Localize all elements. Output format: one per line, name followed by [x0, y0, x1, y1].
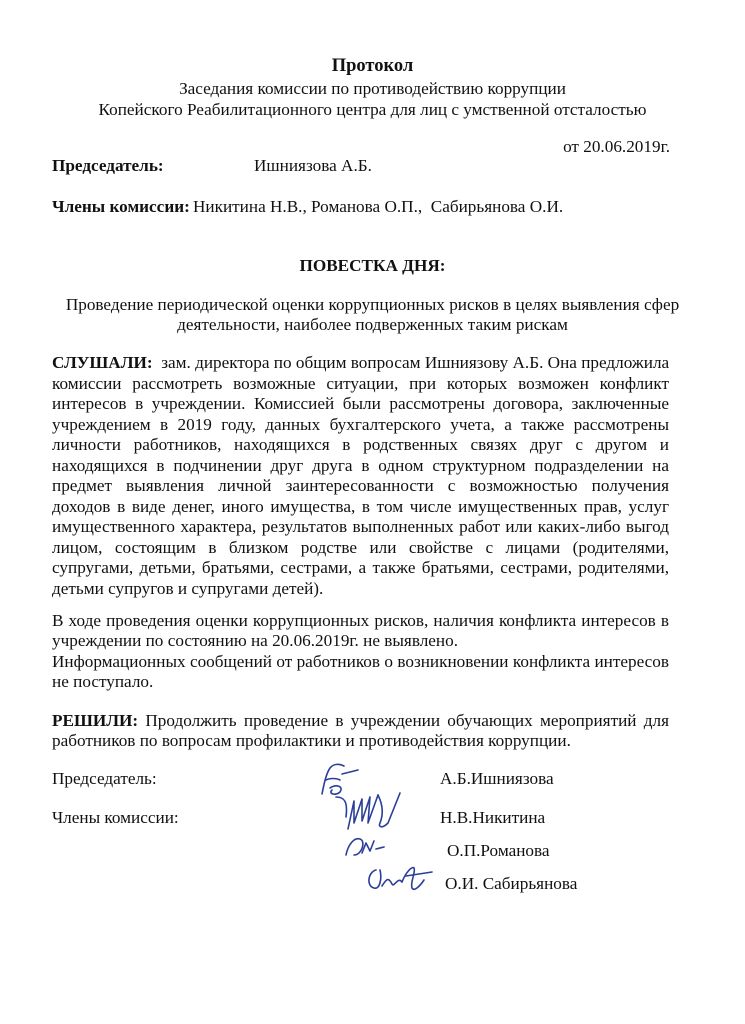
signature-members-label: Члены комиссии:	[52, 808, 179, 827]
heard-line: интересов в учреждении. Комиссией были рассмотрены договора, заключенные	[52, 394, 669, 413]
document-subtitle-1: Заседания комиссии по противодействию коррупции	[179, 79, 566, 98]
agenda-line-2: деятельности, наиболее подверженных таким рискам	[177, 315, 568, 334]
handwritten-signature-member-2	[340, 825, 400, 865]
chair-name: Ишниязова А.Б.	[254, 156, 372, 175]
decided-text: Продолжить проведение в учреждении обучающих мероприятий для	[138, 711, 669, 730]
heard-line: детьми супругов и супругами детей).	[52, 579, 324, 598]
handwritten-signature-member-3	[362, 858, 442, 898]
signature-name-1: А.Б.Ишниязова	[440, 769, 554, 788]
findings-line: В ходе проведения оценки коррупционных рисков, наличия конфликта интересов в	[52, 611, 669, 630]
handwritten-signature-chair	[310, 760, 370, 800]
decided-line: работников по вопросам профилактики и противодействия коррупции.	[52, 731, 571, 750]
agenda-heading: ПОВЕСТКА ДНЯ:	[299, 256, 446, 275]
members-label: Члены комиссии:	[52, 197, 190, 216]
chair-label: Председатель:	[52, 156, 164, 175]
heard-text: зам. директора по общим вопросам Ишниязову А.Б. Она предложила	[152, 353, 670, 372]
heard-line: находящихся в подчинении друг друга в одном структурном подразделении на	[52, 456, 669, 475]
agenda-line-1: Проведение периодической оценки коррупционных рисков в целях выявления сфер	[65, 295, 680, 314]
findings-line: Информационных сообщений от работников о возникновении конфликта интересов	[52, 652, 669, 671]
heard-line: супругами, детьми, братьями, сестрами, а также братьями, сестрами, родителями,	[52, 558, 669, 577]
heard-line	[52, 352, 669, 373]
heard-line: комиссии рассмотреть возможные ситуации, при которых возможен конфликт	[52, 374, 669, 393]
signature-name-3: О.П.Романова	[447, 841, 550, 860]
heard-line: доходов в виде денег, иного имущества, в том числе имущественных прав, услуг	[52, 497, 669, 516]
document-date: от 20.06.2019г.	[563, 137, 670, 156]
signature-chair-label: Председатель:	[52, 769, 157, 788]
heard-line: лицом, состоящим в близком родстве или свойстве с лицами (родителями,	[52, 538, 669, 557]
heard-line: личности работников, находящихся в родственных связях друг с другом и	[52, 435, 669, 454]
findings-line: учреждении по состоянию на 20.06.2019г. не выявлено.	[52, 631, 459, 650]
heard-line: имущественного характера, результатов выполненных работ или каких-либо выгод	[52, 517, 669, 536]
document-title: Протокол	[331, 56, 414, 76]
decided-line	[52, 710, 669, 731]
decided-label: РЕШИЛИ:	[52, 711, 139, 730]
handwritten-signature-member-1	[330, 787, 410, 835]
heard-label: СЛУШАЛИ:	[52, 353, 153, 372]
heard-line: предмет выявления личной заинтересованности с возможностью получения	[52, 476, 669, 495]
signature-name-4: О.И. Сабирьянова	[445, 874, 578, 893]
findings-line: не поступало.	[52, 672, 154, 691]
members-names: Никитина Н.В., Романова О.П., Сабирьянова О.И.	[193, 197, 564, 216]
heard-line: учреждением в 2019 году, данных бухгалтерского учета, а также рассмотрены	[52, 415, 669, 434]
signature-name-2: Н.В.Никитина	[440, 808, 546, 827]
document-subtitle-2: Копейского Реабилитационного центра для лиц с умственной отсталостью	[98, 100, 647, 119]
